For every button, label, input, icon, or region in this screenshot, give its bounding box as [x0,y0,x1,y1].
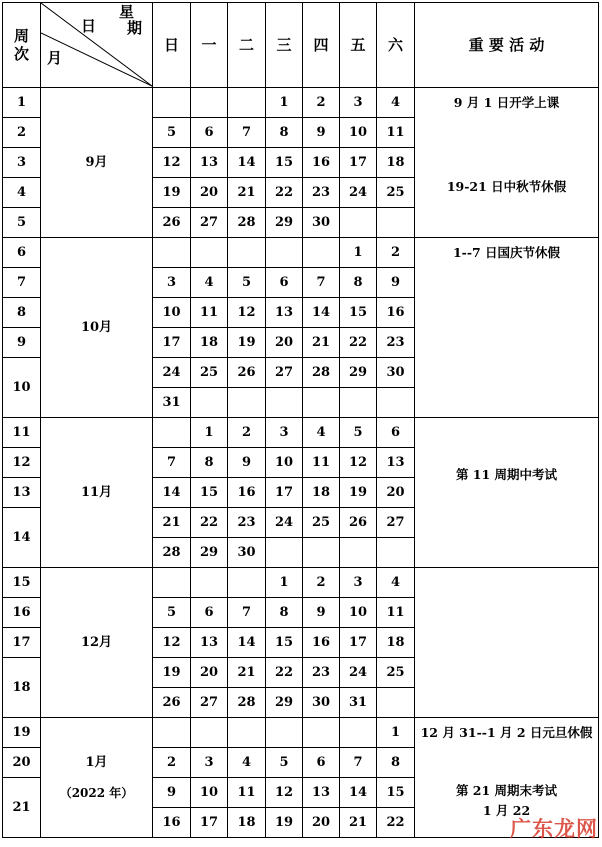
date-cell: 8 [340,268,377,298]
date-cell [266,238,303,268]
date-cell: 18 [377,628,415,658]
date-cell: 14 [153,478,191,508]
date-cell: 15 [340,298,377,328]
date-cell: 20 [266,328,303,358]
date-cell: 28 [228,688,266,718]
date-cell: 9 [377,268,415,298]
date-cell: 10 [266,448,303,478]
date-cell: 4 [303,418,340,448]
date-cell: 7 [303,268,340,298]
month-label-cell [41,88,153,238]
date-cell: 30 [377,358,415,388]
date-cell [266,538,303,568]
week-number-cell: 8 [3,298,41,328]
date-cell: 4 [228,748,266,778]
date-cell: 3 [266,418,303,448]
month-label-cell [41,718,153,838]
date-cell: 21 [228,178,266,208]
date-cell: 31 [340,688,377,718]
date-cell [153,238,191,268]
date-cell: 13 [266,298,303,328]
date-cell: 9 [303,118,340,148]
date-cell: 15 [266,628,303,658]
activity-text: 第 11 周期中考试 [455,467,558,482]
activity-text: 1 月 22 [482,803,531,818]
month-label: 10月 [80,319,113,335]
date-cell [228,238,266,268]
date-cell [377,208,415,238]
date-cell: 16 [377,298,415,328]
date-cell [266,718,303,748]
date-cell: 22 [191,508,228,538]
date-cell: 16 [153,808,191,838]
date-cell: 19 [340,478,377,508]
week-number-cell: 4 [3,178,41,208]
activity-text: 1--7 日国庆节休假 [452,245,561,260]
date-cell: 22 [377,808,415,838]
date-cell: 11 [303,448,340,478]
date-cell [228,88,266,118]
date-cell: 29 [266,208,303,238]
date-cell: 29 [340,358,377,388]
date-cell: 24 [340,178,377,208]
date-cell [303,388,340,418]
date-cell: 23 [303,178,340,208]
date-cell [340,208,377,238]
date-cell: 6 [191,118,228,148]
week-number-cell: 5 [3,208,41,238]
date-cell: 8 [191,448,228,478]
date-cell: 27 [266,358,303,388]
week-number-cell: 19 [3,718,41,748]
date-cell: 30 [303,688,340,718]
date-cell: 14 [303,298,340,328]
date-cell: 30 [303,208,340,238]
week-number-cell: 13 [3,478,41,508]
week-number-cell: 18 [3,658,41,718]
corner-label-qi: 期 [127,19,143,37]
date-cell: 11 [377,118,415,148]
date-cell: 18 [228,808,266,838]
date-cell: 25 [377,178,415,208]
date-cell: 7 [340,748,377,778]
date-cell [377,388,415,418]
date-cell [266,388,303,418]
date-cell: 27 [377,508,415,538]
date-cell: 22 [340,328,377,358]
date-cell: 5 [228,268,266,298]
date-cell: 7 [153,448,191,478]
week-number-header [3,3,41,88]
date-cell: 15 [266,148,303,178]
date-cell: 10 [153,298,191,328]
date-cell: 14 [228,148,266,178]
date-cell: 8 [266,118,303,148]
date-cell [191,88,228,118]
date-cell: 13 [303,778,340,808]
date-cell: 4 [377,88,415,118]
date-cell: 10 [340,598,377,628]
corner-label-day: 日 [81,17,97,35]
month-label-cell [41,568,153,718]
date-cell [153,718,191,748]
date-cell: 21 [303,328,340,358]
week-number-cell: 1 [3,88,41,118]
date-cell: 6 [191,598,228,628]
weekday-header-sat: 六 [377,3,415,88]
weekday-header-fri: 五 [340,3,377,88]
date-cell: 26 [153,208,191,238]
date-cell: 1 [266,88,303,118]
date-cell: 2 [153,748,191,778]
date-cell: 23 [303,658,340,688]
date-cell: 31 [153,388,191,418]
date-cell: 3 [191,748,228,778]
date-cell: 12 [340,448,377,478]
date-cell: 15 [191,478,228,508]
date-cell: 12 [266,778,303,808]
date-cell: 7 [228,598,266,628]
header-row [3,3,599,88]
date-cell: 21 [340,808,377,838]
week-number-cell: 7 [3,268,41,298]
date-cell: 7 [228,118,266,148]
date-cell: 11 [377,598,415,628]
weekday-header-mon: 一 [191,3,228,88]
date-cell: 19 [153,658,191,688]
activity-text: 12 月 31--1 月 2 日元旦休假 [420,725,593,740]
calendar-row [3,568,599,598]
corner-label-star: 星 [119,3,135,21]
date-cell: 18 [377,148,415,178]
month-label-cell [41,418,153,568]
date-cell: 24 [153,358,191,388]
date-cell [191,718,228,748]
date-cell: 4 [377,568,415,598]
month-label: 11月 [80,484,113,500]
date-cell: 19 [153,178,191,208]
date-cell: 1 [191,418,228,448]
date-cell: 11 [228,778,266,808]
month-sublabel: （2022 年） [59,785,134,800]
date-cell [228,568,266,598]
date-cell: 23 [228,508,266,538]
date-cell: 23 [377,328,415,358]
weekday-header-thu: 四 [303,3,340,88]
date-cell: 3 [153,268,191,298]
date-cell: 29 [191,538,228,568]
week-number-cell: 15 [3,568,41,598]
date-cell: 13 [377,448,415,478]
week-header-char-1: 周 [13,27,29,45]
date-cell: 1 [266,568,303,598]
weekday-header-wed: 三 [266,3,303,88]
date-cell: 3 [340,88,377,118]
date-cell: 17 [153,328,191,358]
date-cell: 18 [191,328,228,358]
month-label: 9月 [85,154,108,170]
date-cell: 9 [153,778,191,808]
date-cell: 10 [340,118,377,148]
week-number-cell: 14 [3,508,41,568]
date-cell [303,718,340,748]
date-cell: 16 [303,148,340,178]
date-cell [191,568,228,598]
date-cell: 1 [340,238,377,268]
date-cell: 13 [191,148,228,178]
calendar-row [3,88,599,118]
date-cell: 22 [266,658,303,688]
date-cell [191,238,228,268]
date-cell: 1 [377,718,415,748]
date-cell: 16 [303,628,340,658]
date-cell [191,388,228,418]
date-cell: 2 [228,418,266,448]
week-number-cell: 3 [3,148,41,178]
date-cell: 8 [266,598,303,628]
date-cell: 11 [191,298,228,328]
date-cell: 28 [153,538,191,568]
week-number-cell: 21 [3,778,41,838]
date-cell [228,388,266,418]
date-cell: 24 [266,508,303,538]
date-cell: 12 [153,148,191,178]
week-number-cell: 2 [3,118,41,148]
date-cell: 26 [228,358,266,388]
date-cell: 12 [153,628,191,658]
date-cell: 16 [228,478,266,508]
date-cell: 17 [340,148,377,178]
week-number-cell: 11 [3,418,41,448]
activities-cell [415,418,599,568]
date-cell: 13 [191,628,228,658]
date-cell: 5 [153,598,191,628]
date-cell [303,238,340,268]
week-number-cell: 12 [3,448,41,478]
activities-cell [415,88,599,238]
date-cell: 9 [303,598,340,628]
date-cell: 8 [377,748,415,778]
date-cell: 21 [153,508,191,538]
date-cell [340,388,377,418]
activity-text: 19-21 日中秋节休假 [446,179,567,194]
date-cell: 15 [377,778,415,808]
calendar-row [3,418,599,448]
date-cell: 18 [303,478,340,508]
date-cell: 10 [191,778,228,808]
activities-cell [415,568,599,718]
date-cell: 2 [303,88,340,118]
date-cell [340,538,377,568]
week-number-cell: 16 [3,598,41,628]
date-cell: 26 [153,688,191,718]
weekday-header-sun: 日 [153,3,191,88]
week-number-cell: 20 [3,748,41,778]
date-cell: 3 [340,568,377,598]
date-cell: 9 [228,448,266,478]
date-cell: 24 [340,658,377,688]
date-cell [153,568,191,598]
date-cell: 14 [340,778,377,808]
diagonal-corner-header [41,3,153,88]
date-cell: 25 [303,508,340,538]
date-cell: 20 [377,478,415,508]
date-cell: 19 [228,328,266,358]
date-cell: 27 [191,688,228,718]
date-cell: 2 [377,238,415,268]
week-number-cell: 9 [3,328,41,358]
watermark-logo: 广东龙网 [510,817,598,841]
calendar-row [3,238,599,268]
date-cell [377,538,415,568]
date-cell: 17 [191,808,228,838]
date-cell: 22 [266,178,303,208]
week-number-cell: 17 [3,628,41,658]
date-cell: 6 [377,418,415,448]
date-cell: 2 [303,568,340,598]
date-cell: 21 [228,658,266,688]
date-cell: 5 [266,748,303,778]
week-number-cell: 10 [3,358,41,418]
date-cell: 5 [153,118,191,148]
date-cell: 17 [340,628,377,658]
activity-text: 9 月 1 日开学上课 [453,95,560,110]
date-cell [153,88,191,118]
date-cell: 12 [228,298,266,328]
month-label: 1月 [85,754,108,770]
date-cell [228,718,266,748]
week-number-cell: 6 [3,238,41,268]
month-label: 12月 [80,634,113,650]
date-cell: 30 [228,538,266,568]
date-cell: 25 [377,658,415,688]
activities-header: 重 要 活 动 [415,3,599,88]
date-cell: 20 [191,658,228,688]
date-cell: 4 [191,268,228,298]
weekday-header-tue: 二 [228,3,266,88]
date-cell: 6 [303,748,340,778]
date-cell: 6 [266,268,303,298]
week-header-char-2: 次 [13,45,29,63]
date-cell: 20 [191,178,228,208]
date-cell [153,418,191,448]
date-cell: 14 [228,628,266,658]
date-cell: 19 [266,808,303,838]
corner-label-month: 月 [47,49,63,67]
date-cell [377,688,415,718]
date-cell: 26 [340,508,377,538]
activity-text: 第 21 周期末考试 [455,783,558,798]
school-calendar-table [2,2,599,838]
date-cell: 20 [303,808,340,838]
date-cell: 28 [228,208,266,238]
diagonal-lines [41,3,153,87]
date-cell: 28 [303,358,340,388]
date-cell: 25 [191,358,228,388]
date-cell [340,718,377,748]
month-label-cell [41,238,153,418]
date-cell: 27 [191,208,228,238]
date-cell [303,538,340,568]
date-cell: 5 [340,418,377,448]
date-cell: 29 [266,688,303,718]
activities-cell [415,238,599,418]
calendar-row [3,718,599,748]
date-cell: 17 [266,478,303,508]
